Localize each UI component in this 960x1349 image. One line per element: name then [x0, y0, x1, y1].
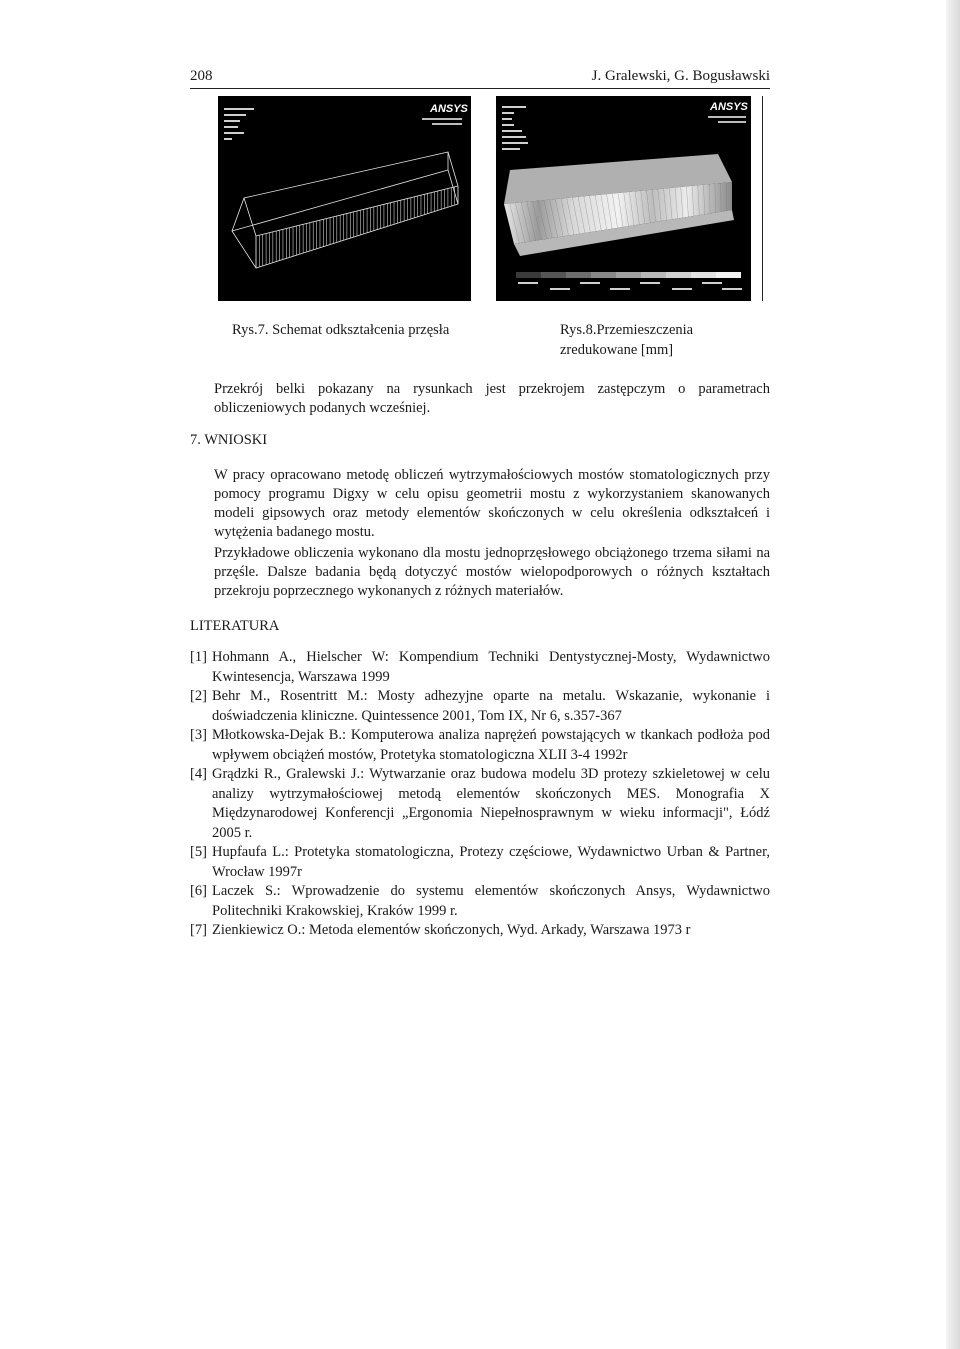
- reference-number: [5]: [190, 844, 207, 860]
- figure-deformation: [218, 96, 471, 301]
- reference-text: Młotkowska-Dejak B.: Komputerowa analiza naprężeń powstających w tkankach podłoża pod wpływem obciążeń mostów, Protetyka stomatologiczna XLII 3-4 1992r: [212, 727, 770, 763]
- reference-item: [190, 687, 770, 726]
- figure-caption-8-line2: zredukowane [mm]: [560, 342, 674, 358]
- page-header: [190, 68, 770, 90]
- reference-number: [3]: [190, 727, 207, 743]
- reference-text: Zienkiewicz O.: Metoda elementów skończonych, Wyd. Arkady, Warszawa 1973 r: [212, 922, 691, 938]
- reference-number: [6]: [190, 883, 207, 899]
- fem-contour-image: [496, 96, 751, 301]
- scan-page-edge: [946, 0, 960, 1349]
- reference-text: Laczek S.: Wprowadzenie do systemu elementów skończonych Ansys, Wydawnictwo Politechniki Krakowskiej, Kraków 1999 r.: [212, 883, 770, 919]
- figure-caption-8-line1: Rys.8.Przemieszczenia: [560, 322, 694, 338]
- conclusions-paragraph-1-text: W pracy opracowano metodę obliczeń wytrzymałościowych mostów stomatologicznych przy pomocy programu Digxy w celu opisu geometrii mostu z wykorzystaniem skanowanych modeli gipsowych oraz metody elementów skończonych w celu określenia odkształceń i wytężenia badanego mostu.: [214, 467, 770, 540]
- reference-text: Hupfaufa L.: Protetyka stomatologiczna, Protezy częściowe, Wydawnictwo Urban & Partner, Wrocław 1997r: [212, 844, 770, 880]
- reference-number: [2]: [190, 688, 207, 704]
- reference-text: Hohmann A., Hielscher W: Kompendium Techniki Dentystycznej-Mosty, Wydawnictwo Kwintesencja, Warszawa 1999: [212, 649, 770, 685]
- reference-item: [190, 648, 770, 687]
- reference-text: Grądzki R., Gralewski J.: Wytwarzanie oraz budowa modelu 3D protezy szkieletowej w celu analizy wytrzymałościowej metodą elementów skończonych MES. Monografia X Międzynarodowej Konferencji „Ergonomia Niepełnosprawnym w wieku informacji", Łódź 2005 r.: [212, 766, 770, 841]
- reference-number: [1]: [190, 649, 207, 665]
- header-rule: [190, 88, 770, 89]
- conclusions-paragraph-2-text: Przykładowe obliczenia wykonano dla mostu jednoprzęsłowego obciążonego trzema siłami na przęśle. Dalsze badania będą dotyczyć mostów wielopodporowych o różnych kształtach przekroju poprzecznego wykonanych z różnych materiałów.: [214, 545, 770, 599]
- reference-item: [190, 882, 770, 921]
- reference-text: Behr M., Rosentritt M.: Mosty adhezyjne oparte na metalu. Wskazanie, wykonanie i doświadczenia kliniczne. Quintessence 2001, Tom IX, Nr 6, s.357-367: [212, 688, 770, 724]
- page-number: 208: [190, 68, 213, 84]
- figure-caption-7: Rys.7. Schemat odkształcenia przęsła: [232, 322, 450, 338]
- ansys-logo: ANSYS: [710, 101, 748, 113]
- conclusions-paragraph-2: [190, 544, 770, 601]
- fem-mesh-image: [218, 96, 471, 301]
- intro-paragraph: [190, 380, 770, 418]
- section-heading-literature: LITERATURA: [190, 618, 280, 634]
- running-head-authors: J. Gralewski, G. Bogusławski: [591, 68, 770, 84]
- intro-paragraph-text: Przekrój belki pokazany na rysunkach jest przekrojem zastępczym o parametrach obliczeniowych podanych wcześniej.: [214, 381, 770, 416]
- figure-caption-8: [560, 320, 693, 360]
- reference-list: [190, 648, 770, 941]
- reference-number: [4]: [190, 766, 207, 782]
- reference-number: [7]: [190, 922, 207, 938]
- section-heading-conclusions: 7. WNIOSKI: [190, 432, 268, 448]
- conclusions-paragraph-1: [190, 466, 770, 542]
- figure-side-rule: [762, 96, 763, 301]
- reference-item: [190, 843, 770, 882]
- ansys-logo: ANSYS: [430, 103, 468, 115]
- reference-item: [190, 765, 770, 843]
- figure-displacements: [496, 96, 751, 301]
- reference-item: [190, 921, 770, 941]
- reference-item: [190, 726, 770, 765]
